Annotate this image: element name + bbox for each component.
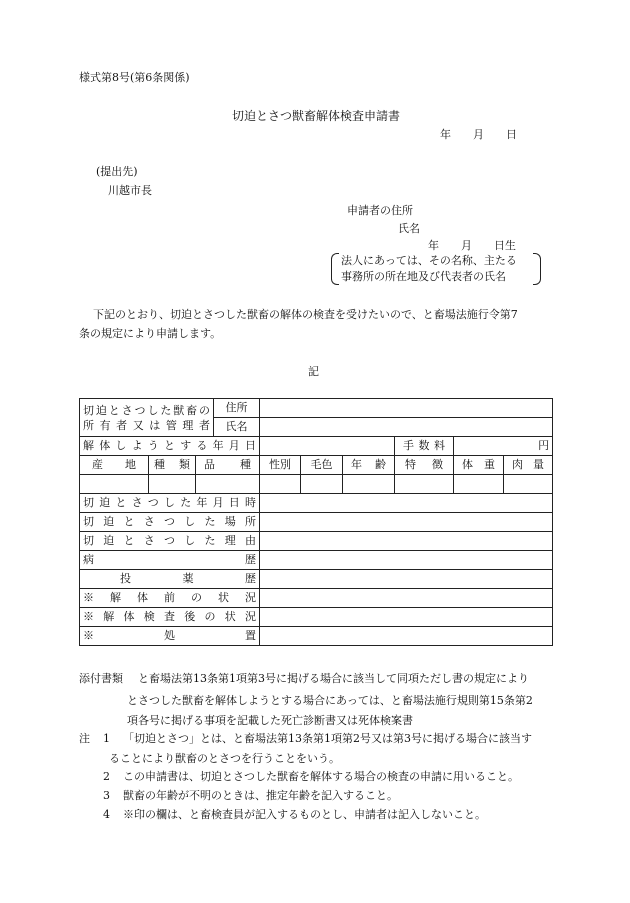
row-label-medication-history: 投薬歴 [80, 570, 260, 589]
slaughter-reason-field[interactable] [260, 532, 553, 551]
corporation-note-bracket [331, 253, 541, 285]
row-label-pre-dismantle-status: ※解体前の状況 [80, 589, 260, 608]
address-label: 住所 [214, 399, 260, 418]
row-label-disposition: ※処置 [80, 627, 260, 646]
age-field[interactable] [343, 475, 395, 494]
ki-heading: 記 [308, 365, 319, 378]
note-4-text: ※印の欄は、と畜検査員が記入するものとし、申請者は記入しないこと。 [123, 808, 486, 821]
row-label-slaughter-datetime: 切迫とさつした年月日時 [80, 494, 260, 513]
color-field[interactable] [301, 475, 343, 494]
col-color: 毛色 [301, 456, 343, 475]
fee-label: 手数料 [395, 437, 454, 456]
col-sex: 性別 [260, 456, 301, 475]
name-field[interactable] [260, 418, 553, 437]
name-label: 氏名 [214, 418, 260, 437]
origin-field[interactable] [80, 475, 149, 494]
owner-label-cell [80, 399, 214, 437]
right-bracket [533, 253, 541, 285]
note-1-text-cont: ることにより獣畜のとさつを行うことをいう。 [109, 752, 340, 765]
col-origin: 産地 [80, 456, 149, 475]
breed-field[interactable] [196, 475, 260, 494]
col-meat: 肉量 [504, 456, 553, 475]
page-title: 切迫とさつ獣畜解体検査申請書 [232, 109, 401, 123]
dismantle-date-field[interactable] [260, 437, 395, 456]
application-table [79, 398, 553, 646]
note-2-number: 2 [103, 770, 110, 783]
note-1-number: 1 [103, 732, 110, 745]
col-breed: 品種 [196, 456, 260, 475]
note-3-number: 3 [103, 789, 110, 802]
post-inspection-status-field[interactable] [260, 608, 553, 627]
applicant-name-label: 氏名 [398, 222, 420, 235]
corp-note-line-1: 法人にあっては、その名称、主たる [341, 254, 517, 267]
body-text-line-1: 下記のとおり、切迫とさつした獣畜の解体の検査を受けたいので、と畜場法施行令第7 [93, 308, 518, 321]
addressee: 川越市長 [108, 184, 152, 197]
col-feature: 特徴 [395, 456, 454, 475]
applicant-birth-label: 年 月 日生 [428, 239, 516, 252]
sex-field[interactable] [260, 475, 301, 494]
addressee-label: (提出先) [96, 165, 138, 178]
medical-history-field[interactable] [260, 551, 553, 570]
medication-history-field[interactable] [260, 570, 553, 589]
col-type: 種類 [149, 456, 196, 475]
row-label-slaughter-place: 切迫とさつした場所 [80, 513, 260, 532]
slaughter-place-field[interactable] [260, 513, 553, 532]
pre-dismantle-status-field[interactable] [260, 589, 553, 608]
corp-note-line-2: 事務所の所在地及び代表者の氏名 [341, 270, 506, 283]
type-field[interactable] [149, 475, 196, 494]
fee-yen[interactable]: 円 [454, 437, 553, 456]
row-label-medical-history: 病歴 [80, 551, 260, 570]
applicant-address-label: 申請者の住所 [347, 204, 413, 217]
disposition-field[interactable] [260, 627, 553, 646]
form-number: 様式第8号(第6条関係) [79, 71, 190, 84]
left-bracket [331, 253, 339, 285]
attachment-label: 添付書類 [79, 672, 123, 685]
row-label-slaughter-reason: 切迫とさつした理由 [80, 532, 260, 551]
note-1-text: 「切迫とさつ」とは、と畜場法第13条第1項第2号又は第3号に掲げる場合に該当す [123, 732, 532, 745]
dismantle-date-label: 解体しようとする年月日 [80, 437, 260, 456]
col-weight: 体重 [454, 456, 504, 475]
address-field[interactable] [260, 399, 553, 418]
attachment-line-2: とさつした獣畜を解体しようとする場合にあっては、と畜場法施行規則第15条第2 [127, 694, 533, 707]
row-label-post-inspection-status: ※解体検査後の状況 [80, 608, 260, 627]
feature-field[interactable] [395, 475, 454, 494]
owner-label-line-1: 切迫とさつした獣畜の [83, 403, 210, 417]
attachment-line-1: と畜場法第13条第1項第3号に掲げる場合に該当して同項ただし書の規定により [138, 672, 529, 685]
owner-label-line-2: 所有者又は管理者 [83, 418, 210, 432]
note-3-text: 獣畜の年齢が不明のときは、推定年齢を記入すること。 [123, 789, 398, 802]
note-4-number: 4 [103, 808, 110, 821]
note-2-text: この申請書は、切迫とさつした獣畜を解体する場合の検査の申請に用いること。 [123, 770, 519, 783]
notes-label: 注 [79, 732, 90, 745]
col-age: 年齢 [343, 456, 395, 475]
slaughter-datetime-field[interactable] [260, 494, 553, 513]
body-text-line-2: 条の規定により申請します。 [79, 327, 222, 340]
meat-field[interactable] [504, 475, 553, 494]
weight-field[interactable] [454, 475, 504, 494]
date-line: 年 月 日 [440, 128, 517, 141]
attachment-line-3: 項各号に掲げる事項を記載した死亡診断書又は死体検案書 [127, 714, 413, 727]
